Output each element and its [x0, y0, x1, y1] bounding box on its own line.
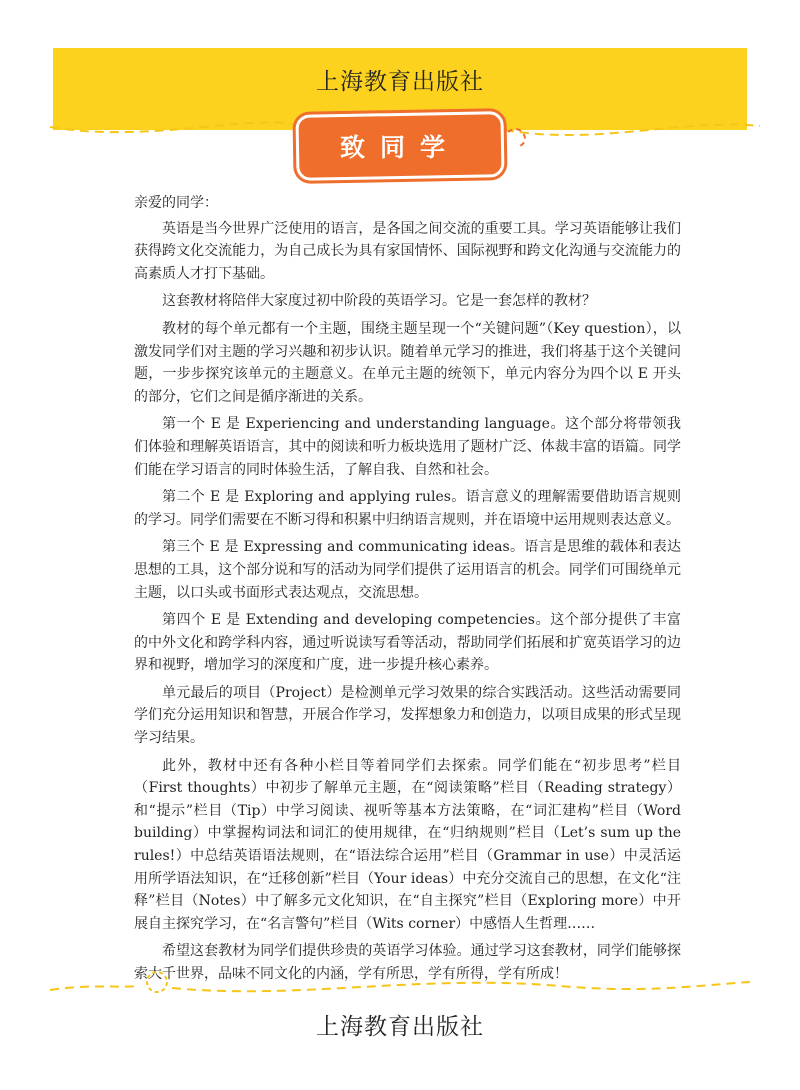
letter-paragraph: 第三个 E 是 Expressing and communicating ideas。语言是思维的载体和表达思想的工具，这个部分说和写的活动为同学们提供了运用语言的机会。同学们可围绕单元主题，以口头或书面形式表达观点，交流思想。 — [134, 539, 681, 601]
letter-body — [134, 192, 681, 991]
letter-paragraph: 第一个 E 是 Experiencing and understanding language。这个部分将带领我们体验和理解英语语言，其中的阅读和听力板块选用了题材广泛、体裁丰富的语篇。同学们能在学习语言的同时体验生活，了解自我、自然和社会。 — [134, 416, 681, 478]
letter-paragraph: 希望这套教材为同学们提供珍贵的英语学习体验。通过学习这套教材，同学们能够探索大千世界，品味不同文化的内涵，学有所思，学有所得，学有所成！ — [134, 943, 681, 982]
letter-paragraph: 这套教材将陪伴大家度过初中阶段的英语学习。它是一套怎样的教材？ — [162, 293, 596, 310]
publisher-header: 上海教育出版社 — [316, 69, 484, 95]
letter-paragraph: 英语是当今世界广泛使用的语言，是各国之间交流的重要工具。学习英语能够让我们获得跨文化交流能力，为自己成长为具有家国情怀、国际视野和跨文化沟通与交流能力的高素质人才打下基础。 — [134, 220, 681, 282]
page-title: 致同学 — [339, 133, 460, 162]
letter-paragraph: 此外，教材中还有各种小栏目等着同学们去探索。同学们能在“初步思考”栏目（First thoughts）中初步了解单元主题，在“阅读策略”栏目（Reading strategy）和“提示”栏目（Tip）中学习阅读、视听等基本方法策略，在“词汇建构”栏目（Word building）中掌握构词法和词汇的使用规律，在“归纳规则”栏目（Let’s sum up the rules!）中总结英语语法规则，在“语法综合运用”栏目（Grammar in use）中灵活运用所学语法知识，在“迁移创新”栏目（Your ideas）中充分交流自己的思想，在文化“注释”栏目（Notes）中了解多元文化知识，在“自主探究”栏目（Exploring more）中开展自主探究学习，在“名言警句”栏目（Wits corner）中感悟人生哲理…… — [134, 757, 681, 932]
publisher-footer: 上海教育出版社 — [316, 1014, 484, 1040]
letter-paragraph: 教材的每个单元都有一个主题，围绕主题呈现一个“关键问题”（Key question），以激发同学们对主题的学习兴趣和初步认识。随着单元学习的推进，我们将基于这个关键问题，一步步探究该单元的主题意义。在单元主题的统领下，单元内容分为四个以 E 开头的部分，它们之间是循序渐进的关系。 — [134, 320, 681, 405]
letter-paragraph: 第二个 E 是 Exploring and applying rules。语言意义的理解需要借助语言规则的学习。同学们需要在不断习得和积累中归纳语言规则，并在语境中运用规则表达意义。 — [134, 489, 681, 528]
letter-paragraph: 单元最后的项目（Project）是检测单元学习效果的综合实践活动。这些活动需要同学们充分运用知识和智慧，开展合作学习，发挥想象力和创造力，以项目成果的形式呈现学习结果。 — [134, 684, 681, 747]
letter-greeting: 亲爱的同学： — [134, 195, 218, 211]
letter-paragraph: 第四个 E 是 Extending and developing competencies。这个部分提供了丰富的中外文化和跨学科内容，通过听说读写看等活动，帮助同学们拓展和扩宽英语学习的边界和视野，增加学习的深度和广度，进一步提升核心素养。 — [134, 612, 681, 674]
